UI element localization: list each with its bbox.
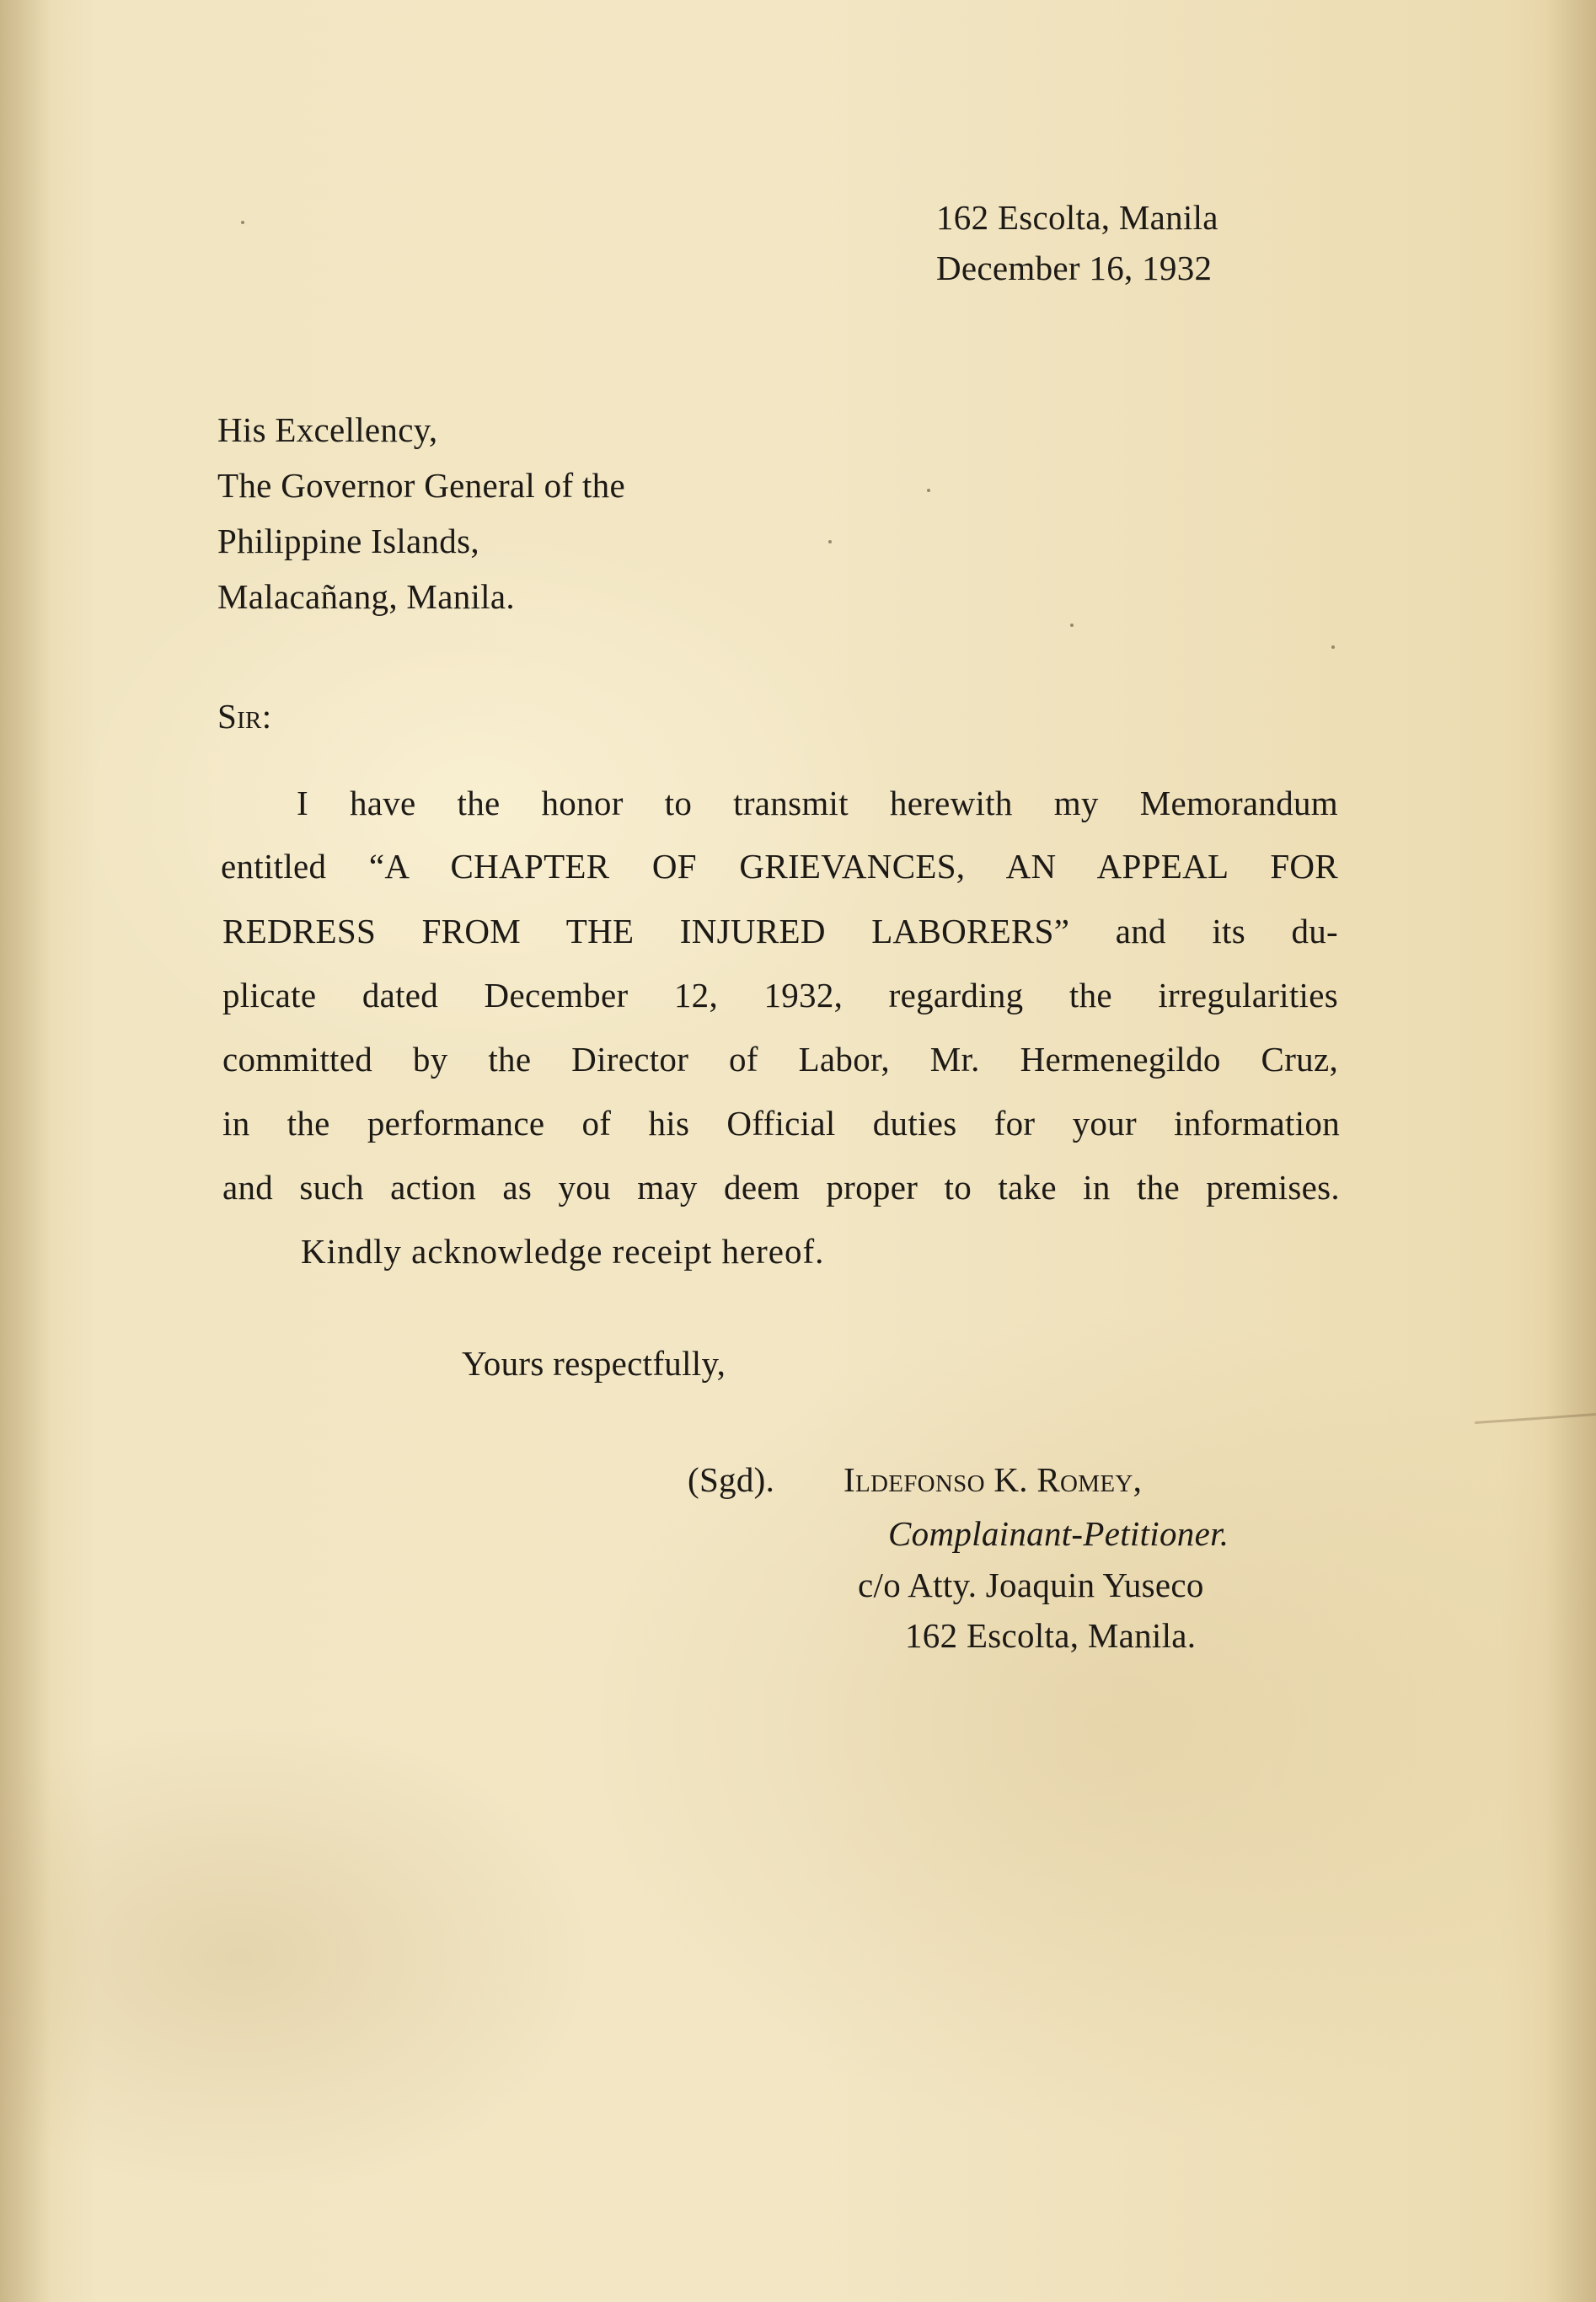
signature-title: Complainant-Petitioner. bbox=[888, 1514, 1229, 1553]
paper-speck bbox=[1331, 645, 1335, 649]
sender-street: 162 Escolta, Manila bbox=[936, 198, 1218, 237]
body-line-2: entitled “A CHAPTER OF GRIEVANCES, AN APPEAL FOR bbox=[221, 847, 1338, 886]
recipient-line-4: Malacañang, Manila. bbox=[217, 577, 515, 616]
paper-speck bbox=[828, 540, 832, 543]
recipient-line-1: His Excellency, bbox=[217, 410, 438, 449]
paper-speck bbox=[1070, 624, 1074, 627]
signature-address: 162 Escolta, Manila. bbox=[905, 1616, 1197, 1655]
right-edge-shadow bbox=[1545, 0, 1596, 2302]
paper-speck bbox=[927, 489, 930, 492]
signature-prefix: (Sgd). bbox=[688, 1460, 775, 1499]
body-line-1: I have the honor to transmit herewith my Memorandum bbox=[297, 784, 1338, 822]
body-line-7: and such action as you may deem proper to take in the premises. bbox=[222, 1168, 1340, 1207]
letter-date: December 16, 1932 bbox=[936, 249, 1213, 287]
paper-speck bbox=[241, 221, 244, 224]
left-edge-shadow bbox=[0, 0, 51, 2302]
body-line-3: REDRESS FROM THE INJURED LABORERS” and its du- bbox=[222, 912, 1338, 950]
body-line-5: committed by the Director of Labor, Mr. Hermenegildo Cruz, bbox=[222, 1040, 1338, 1079]
body-line-6: in the performance of his Official duties for your information bbox=[222, 1104, 1340, 1143]
closing-request: Kindly acknowledge receipt hereof. bbox=[301, 1232, 825, 1271]
signature-name: Ildefonso K. Romey, bbox=[844, 1460, 1143, 1499]
recipient-line-3: Philippine Islands, bbox=[217, 522, 479, 560]
salutation: Sir: bbox=[217, 697, 272, 736]
recipient-line-2: The Governor General of the bbox=[217, 466, 625, 505]
signature-care-of: c/o Atty. Joaquin Yuseco bbox=[858, 1566, 1204, 1604]
body-line-4: plicate dated December 12, 1932, regarding the irregularities bbox=[222, 976, 1338, 1014]
complimentary-close: Yours respectfully, bbox=[462, 1344, 726, 1383]
